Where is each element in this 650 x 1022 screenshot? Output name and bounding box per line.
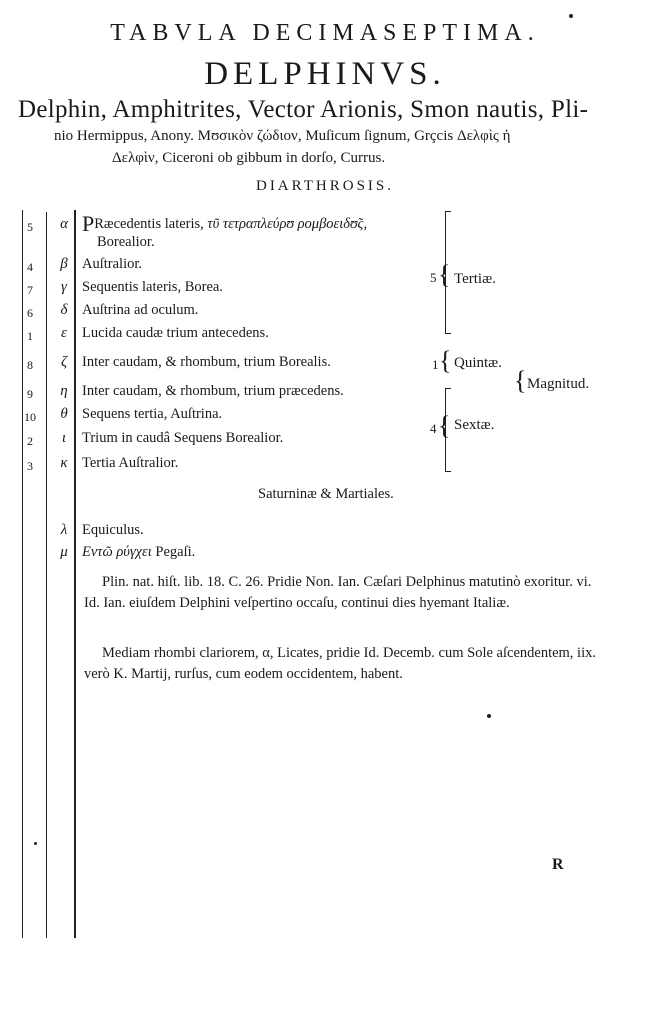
commentary-paragraph: Mediam rhombi clariorem, α, Licates, pridie Id. Decemb. cum Sole aſcendentem, iix. verò K. Martij, rurſus, cum eodem occidentem, habent. [84,645,596,682]
star-description: Inter caudam, & rhombum, trium præcedens. [82,383,344,399]
star-letter: κ [60,455,68,471]
star-number: 10 [24,410,36,424]
greek-text: τῦ τετραπλεύρʊ ρομβοειδʊ̃ς, [207,216,368,232]
star-number: 5 [27,220,33,234]
star-description [82,213,367,235]
star-letter: γ [61,279,67,295]
star-description: Sequentis lateris, Borea. [82,279,223,295]
star-number: 3 [27,459,33,473]
brace-icon: { [438,260,451,289]
star-letter: μ [60,544,68,560]
star-description: Auſtrina ad oculum. [82,302,199,318]
star-letter: λ [60,522,68,538]
star-letter: α [60,216,68,232]
star-description: Lucida caudæ trium antecedens. [82,325,269,341]
ink-dot [34,842,37,845]
star-description: Trium in caudâ Sequens Borealior. [82,430,284,446]
ink-dot [487,714,491,718]
star-description: Equiculus. [82,522,144,538]
ink-dot [569,14,573,18]
star-description: Tertia Auſtralior. [82,455,179,471]
star-number: 9 [27,387,33,401]
star-description: Auſtralior. [82,256,143,272]
star-description [82,544,195,561]
star-number: 7 [27,283,33,297]
star-letter: δ [60,302,68,318]
signature-mark: R [552,856,564,873]
brace-icon: { [439,346,452,375]
magnitude-heading: Magnitud. [527,376,590,392]
star-number: 8 [27,358,33,372]
constellation-name: DELPHINVS. [204,56,446,92]
magnitude-label: Quintæ. [454,355,502,371]
star-description: Inter caudam, & rhombum, trium Borealis. [82,354,331,370]
brace-icon: { [514,366,527,395]
magnitude-label: Tertiæ. [454,271,496,287]
table-rule-number [46,212,47,938]
star-description-continued: Borealior. [97,234,155,250]
alternate-names-line-1: Delphin, Amphitrites, Vector Arionis, Smon nautis, Pli- [18,96,589,123]
magnitude-count: 1 [432,357,439,372]
star-number: 4 [27,260,33,274]
alternate-names-line-3: Δελφὶν, Ciceroni ob gibbum in dorſo, Currus. [112,150,386,166]
star-letter: ι [61,430,67,446]
magnitude-count: 5 [430,270,437,285]
initial-capital: P [82,211,95,236]
alternate-names-line-2: nio Hermippus, Anony. Μʊσικὸν ζώδιον, Muſicum ſignum, Grçcis Δελφὶς ἡ [54,128,511,144]
star-number: 1 [27,329,33,343]
magnitude-count: 4 [430,421,437,436]
planetary-influence-heading: Saturninæ & Martiales. [258,486,394,502]
magnitude-label: Sextæ. [454,417,495,433]
star-letter: θ [60,406,68,422]
brace-icon: { [438,411,451,440]
star-text: Ræcedentis lateris, [94,216,208,232]
star-number: 2 [27,434,33,448]
star-letter: β [60,256,68,272]
star-letter: ζ [60,354,68,370]
star-text: Pegaſi. [151,544,196,560]
commentary-paragraph: Plin. nat. hiſt. lib. 18. C. 26. Pridie Non. Ian. Cæſari Delphinus matutinò exoritur. vi. Id. Ian. eiuſdem Delphini veſpertino occaſu, continui dies hyemant Italiæ. [84,574,592,611]
star-description: Sequens tertia, Auſtrina. [82,406,223,422]
star-letter: ε [61,325,67,341]
section-title: DIARTHROSIS. [255,178,395,194]
table-rule-letter [74,210,76,938]
greek-text: Εντῶ ρύγχει [82,544,152,560]
star-number: 6 [27,306,33,320]
table-title: TABVLA DECIMASEPTIMA. [110,20,540,46]
star-letter: η [60,383,68,399]
